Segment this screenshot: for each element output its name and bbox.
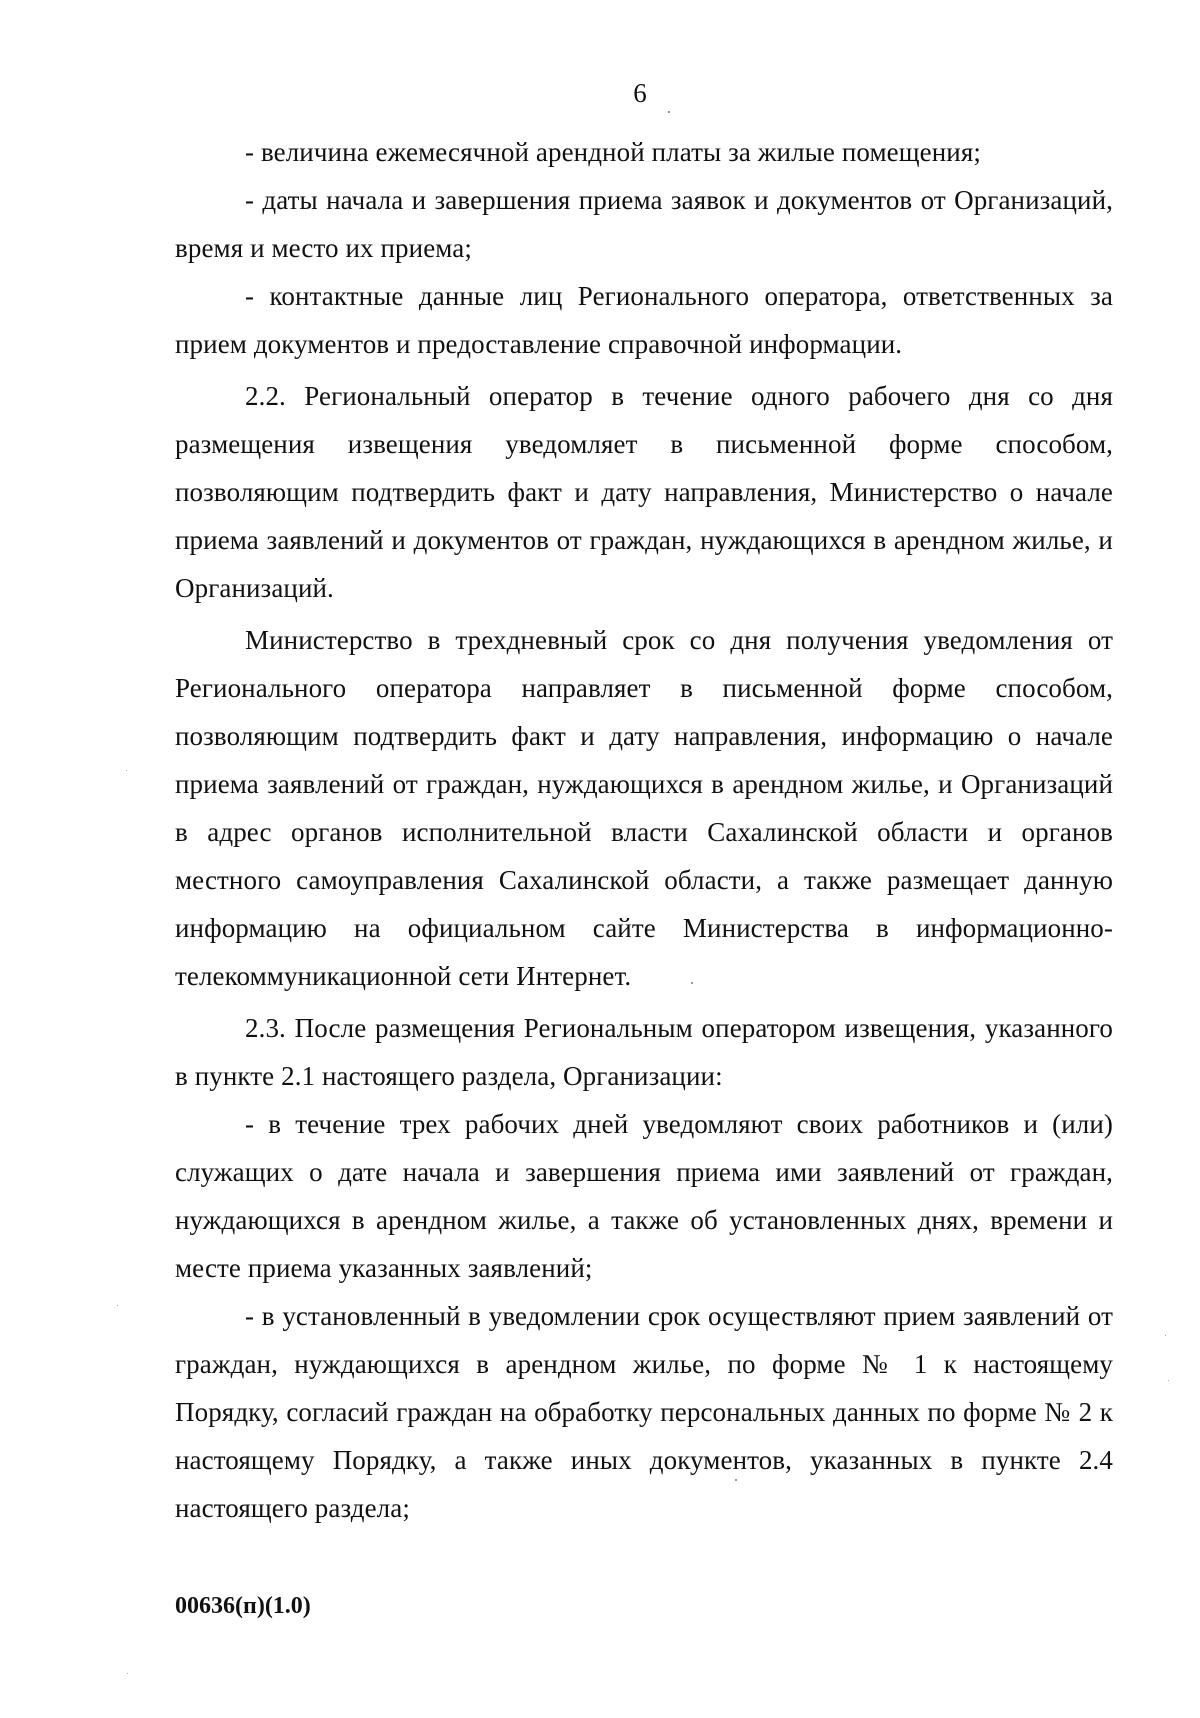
paragraph-ministry-notice: Министерство в трехдневный срок со дня получения уведомления от Регионального оператора направляет в письменной форме способом, позволяющим подтвердить факт и дату направления, информацию о начале приема заявлений от граждан, нуждающихся в арендном жилье, и Организаций в адрес органов исполнительной власти Сахалинской области и органов местного самоуправления Сахалинской области, а также размещает данную информацию на официальном сайте Министерства в информационно-телекоммуникационной сети Интернет. [175,625,1113,991]
paragraph-section-2-3: 2.3. После размещения Региональным оператором извещения, указанного в пункте 2.1 настоящего раздела, Организации: [175,1013,1113,1091]
scan-speck [668,111,670,113]
scan-speck [117,1305,118,1306]
scan-speck [126,770,127,771]
paragraph-monthly-rent: - величина ежемесячной арендной платы за жилые помещения; [245,137,981,167]
document-footer-code: 00636(п)(1.0) [175,1593,311,1619]
paragraph-section-2-2: 2.2. Региональный оператор в течение одного рабочего дня со дня размещения извещения уведомляет в письменной форме способом, позволяющим подтвердить факт и дату направления, Министерство о начале приема заявлений и документов от граждан, нуждающихся в арендном жилье, и Организаций. [175,381,1113,603]
page-number: 6 [633,78,647,108]
paragraph-application-intake: - в установленный в уведомлении срок осуществляют прием заявлений от граждан, нуждающихся в арендном жилье, по форме № 1 к настоящему Порядку, согласий граждан на обработку персональных данных по форме № 2 к настоящему Порядку, а также иных документов, указанных в пункте 2.4 настоящего раздела; [175,1301,1113,1523]
scan-speck [127,1673,128,1674]
paragraph-application-dates: - даты начала и завершения приема заявок и документов от Организаций, время и место их приема; [175,185,1113,263]
paragraph-employee-notification: - в течение трех рабочих дней уведомляют своих работников и (или) служащих о дате начала и завершения приема ими заявлений от граждан, нуждающихся в арендном жилье, а также об установленных днях, времени и месте приема указанных заявлений; [175,1109,1113,1283]
scan-speck [691,982,693,984]
scan-speck [1165,1335,1166,1336]
document-body [175,128,1113,1532]
scan-speck [1168,1380,1169,1381]
paragraph-contact-details: - контактные данные лиц Регионального оператора, ответственных за прием документов и предоставление справочной информации. [175,281,1113,359]
scan-speck [735,1479,737,1481]
